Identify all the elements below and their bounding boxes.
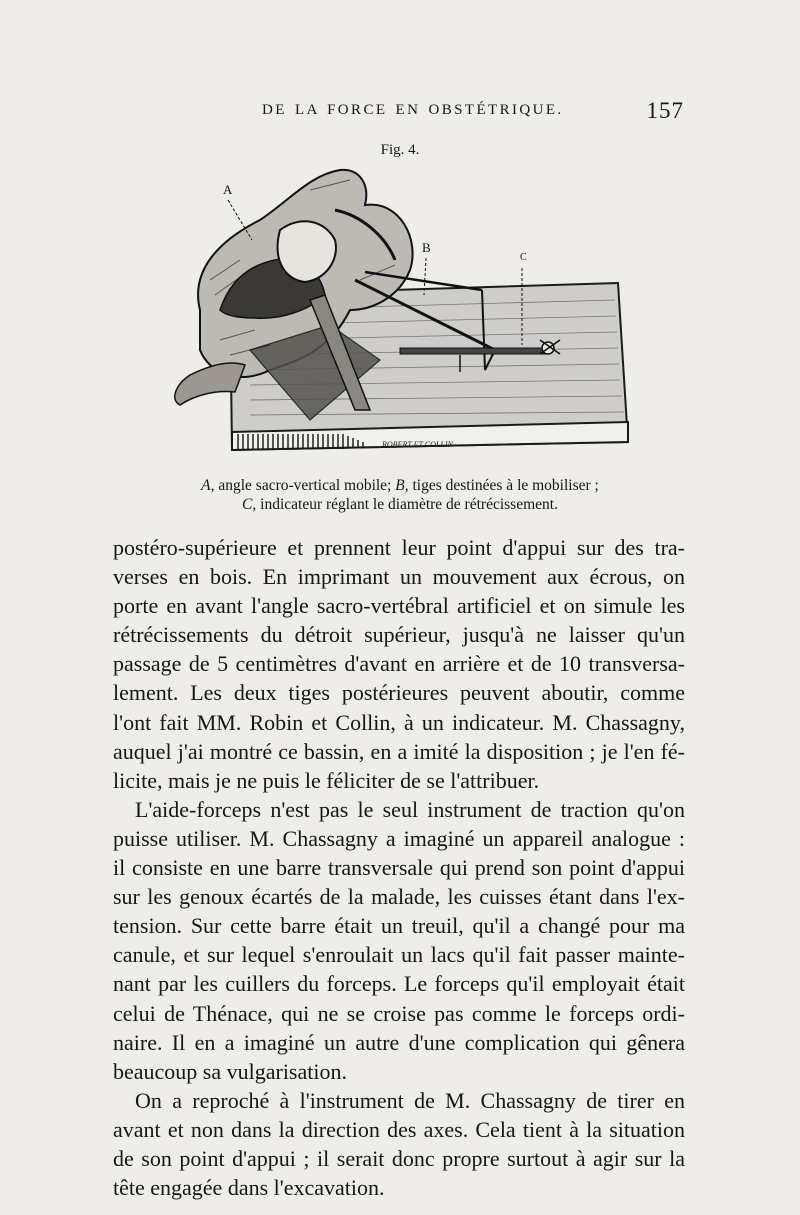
paragraph-start-line: L'aide-forceps n'est pas le seul instrument de traction qu'on	[135, 796, 685, 822]
text-line: naire. Il en a imaginé un autre d'une complication qui gênera	[113, 1029, 685, 1055]
text-line: licite, mais je ne puis le féliciter de se l'attribuer.	[113, 767, 540, 793]
text-line: lement. Les deux tiges postérieures peuvent aboutir, comme	[113, 680, 685, 706]
callout-b: B	[422, 240, 431, 255]
figure-label: Fig. 4.	[380, 142, 420, 158]
callout-a: A	[223, 182, 233, 197]
text-line: verses en bois. En imprimant un mouvement aux écrous, on	[113, 564, 685, 590]
text-line: sur les genoux écartés de la malade, les cuisses étant dans l'ex-	[113, 884, 685, 910]
running-head	[112, 98, 684, 128]
text-line: passage de 5 centimètres d'avant en arrière et de 10 transversa-	[113, 651, 685, 677]
running-title: DE LA FORCE EN OBSTÉTRIQUE.	[262, 102, 564, 118]
text-line: puisse utiliser. M. Chassagny a imaginé un appareil analogue :	[113, 825, 685, 851]
text-line: tension. Sur cette barre était un treuil, qu'il a changé pour ma	[113, 913, 685, 939]
text-line: celui de Thénace, qui ne se croise pas comme le forceps ordi-	[113, 1000, 685, 1026]
text-line: tête engagée dans l'excavation.	[113, 1175, 385, 1201]
caption-text-b: tiges destinées à le mobiliser ;	[408, 477, 599, 494]
paragraph-start-line: On a reproché à l'instrument de M. Chassagny de tirer en	[135, 1087, 685, 1113]
text-line: porte en avant l'angle sacro-vertébral artificiel et on simule les	[113, 593, 685, 619]
text-line: beaucoup sa vulgarisation.	[113, 1058, 347, 1084]
text-line: postéro-supérieure et prennent leur point d'appui sur des tra-	[113, 535, 685, 560]
text-line: nant par les cuillers du forceps. Le forceps qu'il employait était	[113, 971, 685, 997]
text-line: rétrécissements du détroit supérieur, jusqu'à ne laisser qu'un	[113, 622, 685, 648]
text-line: avant et non dans la direction des axes. Cela tient à la situation	[113, 1116, 685, 1142]
text-line: de son point d'appui ; il serait donc propre surtout à agir sur la	[113, 1145, 685, 1171]
caption-text-c: indicateur réglant le diamètre de rétrécissement.	[256, 496, 558, 513]
caption-letter-b: B,	[395, 477, 409, 494]
text-line: l'ont fait MM. Robin et Collin, à un indicateur. M. Chassagny,	[113, 709, 685, 735]
text-line: canule, et sur lequel s'enroulait un lacs qu'il fait passer mainte-	[113, 942, 685, 968]
engraver-signature: ROBERT ET COLLIN	[382, 440, 453, 449]
body-text	[113, 533, 685, 1202]
callout-c: C	[520, 252, 527, 263]
caption-text-a: angle sacro-vertical mobile;	[214, 477, 396, 494]
figure-engraving	[160, 160, 636, 460]
text-line: auquel j'ai montré ce bassin, en a imité la disposition ; je l'en fé-	[113, 738, 685, 764]
caption-letter-a: A,	[201, 477, 215, 494]
figure-caption-line-1	[120, 476, 680, 495]
caption-letter-c: C,	[242, 496, 257, 513]
text-line: il consiste en une barre transversale qui prend son point d'appui	[113, 855, 685, 881]
figure-caption-line-2	[120, 495, 680, 514]
page-number: 157	[646, 98, 684, 123]
